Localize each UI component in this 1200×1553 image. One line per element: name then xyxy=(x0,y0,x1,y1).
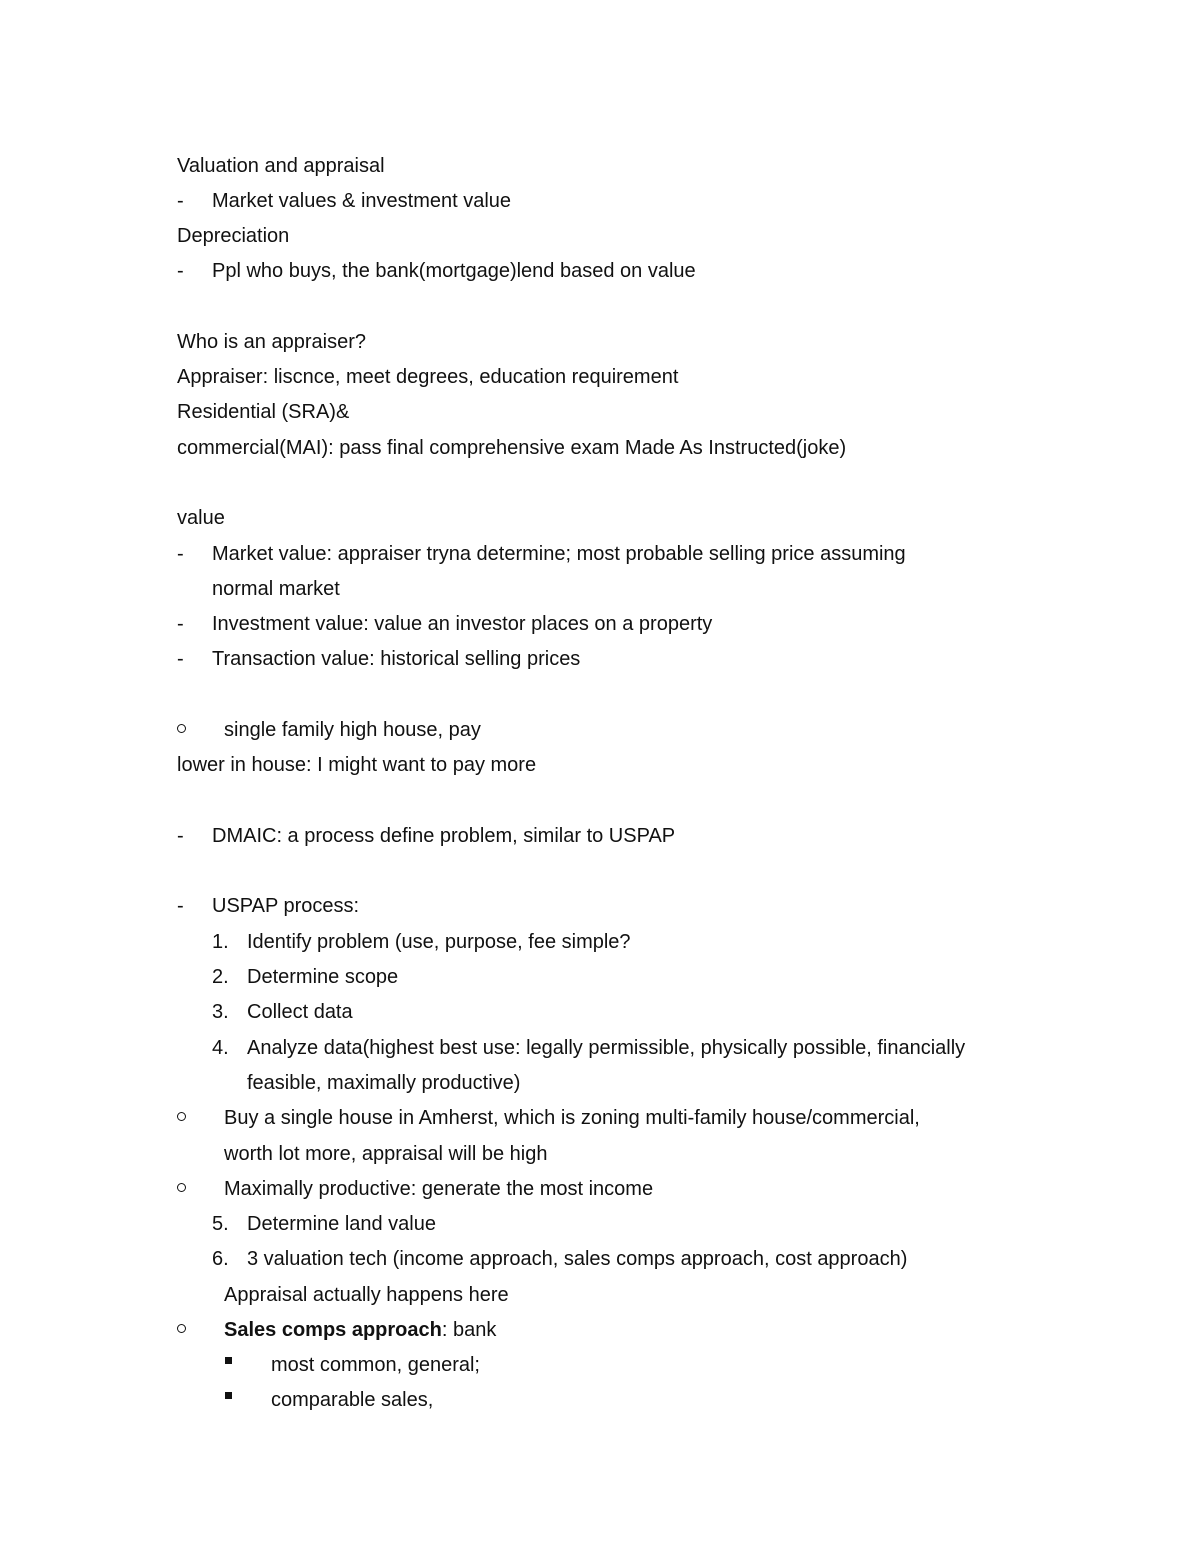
list-item: Ppl who buys, the bank(mortgage)lend based on value xyxy=(212,260,696,282)
numbered-item: Determine land value xyxy=(247,1213,436,1235)
list-item: DMAIC: a process define problem, similar to USPAP xyxy=(212,825,676,847)
dash-marker: - xyxy=(177,648,184,670)
text-line: Appraisal actually happens here xyxy=(224,1284,509,1306)
list-item-continuation: worth lot more, appraisal will be high xyxy=(224,1143,548,1165)
list-number: 2. xyxy=(212,966,229,988)
list-number: 1. xyxy=(212,931,229,953)
list-item: Market values & investment value xyxy=(212,190,512,212)
circle-bullet-icon xyxy=(177,724,186,733)
list-item: Transaction value: historical selling prices xyxy=(212,648,581,670)
circle-bullet-icon xyxy=(177,1112,186,1121)
numbered-item: 3 valuation tech (income approach, sales comps approach, cost approach) xyxy=(247,1248,908,1270)
dash-marker: - xyxy=(177,260,184,282)
square-bullet-icon xyxy=(225,1392,232,1399)
text-line: commercial(MAI): pass final comprehensive exam Made As Instructed(joke) xyxy=(177,437,847,459)
text-line: Appraiser: liscnce, meet degrees, education requirement xyxy=(177,366,679,388)
list-item: Maximally productive: generate the most income xyxy=(224,1178,654,1200)
circle-bullet-icon xyxy=(177,1324,186,1333)
list-item: Buy a single house in Amherst, which is zoning multi-family house/commercial, xyxy=(224,1107,920,1129)
list-number: 5. xyxy=(212,1213,229,1235)
list-number: 3. xyxy=(212,1001,229,1023)
list-item: USPAP process: xyxy=(212,895,360,917)
heading-valuation: Valuation and appraisal xyxy=(177,155,385,177)
dash-marker: - xyxy=(177,895,184,917)
dash-marker: - xyxy=(177,543,184,565)
list-item-continuation: normal market xyxy=(212,578,340,600)
dash-marker: - xyxy=(177,190,184,212)
sales-comps-rest: : bank xyxy=(441,1319,497,1341)
numbered-item: Analyze data(highest best use: legally permissible, physically possible, financially xyxy=(247,1037,966,1059)
text-line: lower in house: I might want to pay more xyxy=(177,754,537,776)
list-number: 4. xyxy=(212,1037,229,1059)
dash-marker: - xyxy=(177,613,184,635)
list-item-sales-comps xyxy=(224,1318,496,1342)
sales-comps-label: Sales comps approach xyxy=(224,1319,442,1341)
text-line: Residential (SRA)& xyxy=(177,401,350,423)
sub-list-item: comparable sales, xyxy=(271,1389,434,1411)
sub-list-item: most common, general; xyxy=(271,1354,480,1376)
numbered-item: Determine scope xyxy=(247,966,399,988)
numbered-item-continuation: feasible, maximally productive) xyxy=(247,1072,521,1094)
numbered-item: Collect data xyxy=(247,1001,353,1023)
list-number: 6. xyxy=(212,1248,229,1270)
circle-bullet-icon xyxy=(177,1183,186,1192)
dash-marker: - xyxy=(177,825,184,847)
numbered-item: Identify problem (use, purpose, fee simple? xyxy=(247,931,631,953)
heading-depreciation: Depreciation xyxy=(177,225,290,247)
heading-who-is-appraiser: Who is an appraiser? xyxy=(177,331,366,353)
list-item: Market value: appraiser tryna determine; most probable selling price assuming xyxy=(212,543,906,565)
heading-value: value xyxy=(177,507,225,529)
list-item: Investment value: value an investor places on a property xyxy=(212,613,713,635)
list-item: single family high house, pay xyxy=(224,719,481,741)
square-bullet-icon xyxy=(225,1357,232,1364)
